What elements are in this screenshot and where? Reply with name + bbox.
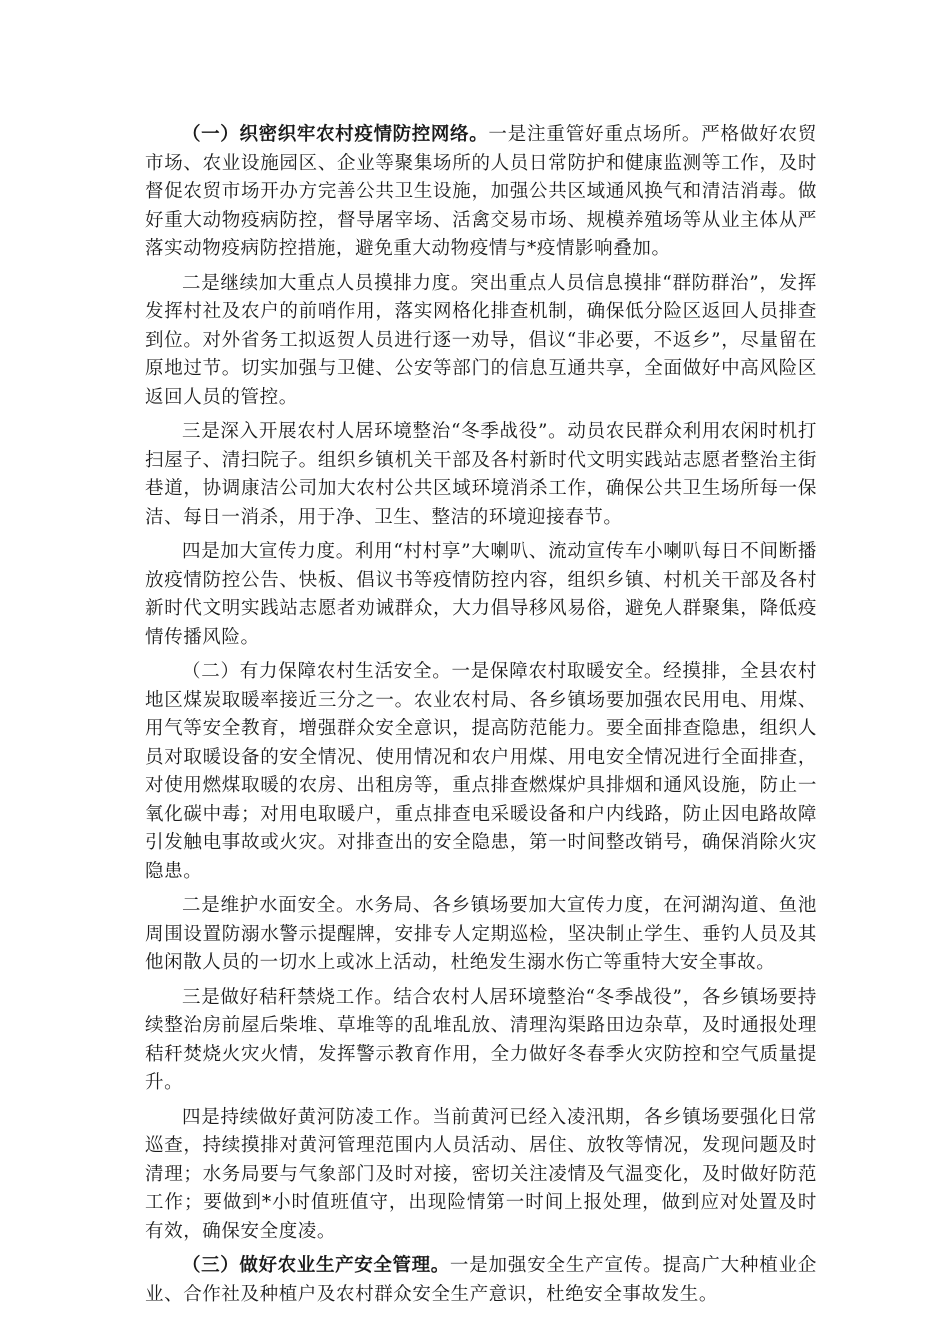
- paragraph-9: [145, 1252, 817, 1309]
- paragraph-6: [145, 892, 817, 978]
- section-heading-3: （三）做好农业生产安全管理。: [182, 1255, 450, 1276]
- paragraph-5: [145, 658, 817, 886]
- paragraph-3: [145, 418, 817, 532]
- paragraph-text: 四是持续做好黄河防凌工作。当前黄河已经入凌汛期，各乡镇场要强化日常巡查，持续摸排对黄河管理范围内人员活动、居住、放牧等情况，发现问题及时清理；水务局要与气象部门及时对接，密切关注凌情及气温变化，及时做好防范工作；要做到*小时值班值守，出现险情第一时间上报处理，做到应对处置及时有效，确保安全度凌。: [145, 1106, 817, 1242]
- paragraph-text: 一是加强安全生产宣传。提高广大种植业企业、合作社及种植户及农村群众安全生产意识，杜绝安全事故发生。: [145, 1255, 818, 1305]
- paragraph-1: [145, 121, 817, 264]
- paragraph-text: 一是注重管好重点场所。严格做好农贸市场、农业设施园区、企业等聚集场所的人员日常防护和健康监测等工作，及时督促农贸市场开办方完善公共卫生设施，加强公共区域通风换气和清洁消毒。做好重大动物疫病防控，督导屠宰场、活禽交易市场、规模养殖场等从业主体从严落实动物疫病防控措施，避免重大动物疫情与*疫情影响叠加。: [145, 124, 818, 259]
- document-body: [145, 121, 817, 1315]
- paragraph-2: [145, 270, 817, 413]
- paragraph-text: 三是做好秸秆禁烧工作。结合农村人居环境整治“冬季战役”，各乡镇场要持续整治房前屋后柴堆、草堆等的乱堆乱放、清理沟渠路田边杂草，及时通报处理秸秆焚烧火灾火情，发挥警示教育作用，全力做好冬春季火灾防控和空气质量提升。: [145, 986, 817, 1093]
- paragraph-text: （二）有力保障农村生活安全。一是保障农村取暖安全。经摸排，全县农村地区煤炭取暖率接近三分之一。农业农村局、各乡镇场要加强农民用电、用煤、用气等安全教育，增强群众安全意识，提高防范能力。要全面排查隐患，组织人员对取暖设备的安全情况、使用情况和农户用煤、用电安全情况进行全面排查，对使用燃煤取暖的农房、出租房等，重点排查燃煤炉具排烟和通风设施，防止一氧化碳中毒；对用电取暖户，重点排查电采暖设备和户内线路，防止因电路故障引发触电事故或火灾。对排查出的安全隐患，第一时间整改销号，确保消除火灾隐患。: [145, 661, 817, 882]
- paragraph-4: [145, 538, 817, 652]
- paragraph-text: 四是加大宣传力度。利用“村村享”大喇叭、流动宣传车小喇叭每日不间断播放疫情防控公告、快板、倡议书等疫情防控内容，组织乡镇、村机关干部及各村新时代文明实践站志愿者劝诫群众，大力倡导移风易俗，避免人群聚集，降低疫情传播风险。: [145, 541, 817, 648]
- paragraph-7: [145, 984, 817, 1098]
- paragraph-text: 二是维护水面安全。水务局、各乡镇场要加大宣传力度，在河湖沟道、鱼池周围设置防溺水警示提醒牌，安排专人定期巡检，坚决制止学生、垂钓人员及其他闲散人员的一切水上或冰上活动，杜绝发生溺水伤亡等重特大安全事故。: [145, 895, 817, 973]
- section-heading-1: （一）织密织牢农村疫情防控网络。: [182, 124, 489, 145]
- paragraph-8: [145, 1104, 817, 1247]
- paragraph-text: 三是深入开展农村人居环境整治“冬季战役”。动员农民群众利用农闲时机打扫屋子、清扫院子。组织乡镇机关干部及各村新时代文明实践站志愿者整治主街巷道，协调康洁公司加大农村公共区域环境消杀工作，确保公共卫生场所每一保洁、每日一消杀，用于净、卫生、整洁的环境迎接春节。: [145, 421, 817, 528]
- paragraph-text: 二是继续加大重点人员摸排力度。突出重点人员信息摸排“群防群治”，发挥发挥村社及农户的前哨作用，落实网格化排查机制，确保低分险区返回人员排查到位。对外省务工拟返贺人员进行逐一劝导，倡议“非必要，不返乡”，尽量留在原地过节。切实加强与卫健、公安等部门的信息互通共享，全面做好中高风险区返回人员的管控。: [145, 272, 817, 408]
